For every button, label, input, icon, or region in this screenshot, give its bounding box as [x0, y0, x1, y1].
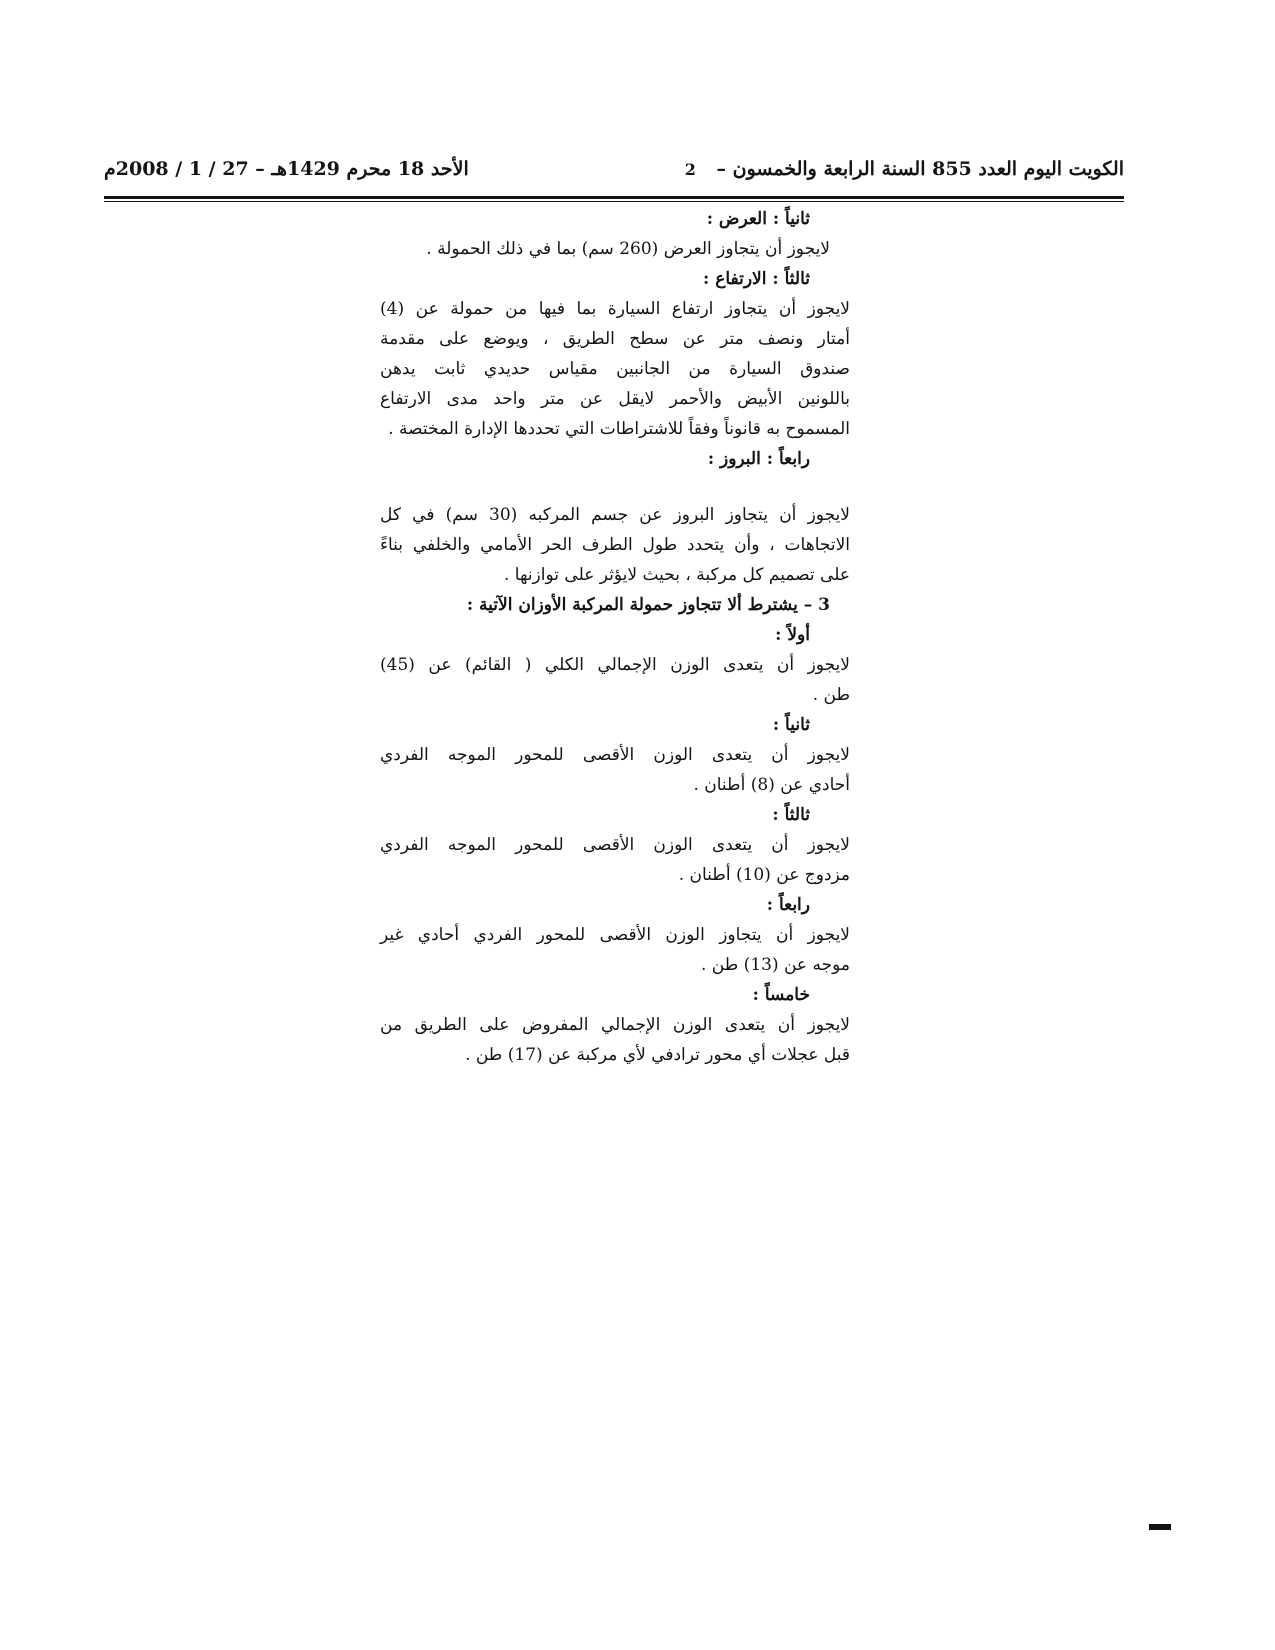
section-heading-height: ثالثاً : الارتفاع :: [703, 269, 810, 289]
text-line: لايجوز أن يتجاوز العرض (260 سم) بما في ذلك الحمولة .: [426, 239, 830, 259]
sub-heading-second: ثانياً :: [772, 715, 810, 735]
text-line: أمتار ونصف متر عن سطح الطريق ، ويوضع على مقدمة: [380, 329, 850, 349]
page-end-dash: [1149, 1524, 1171, 1530]
text-line: على تصميم كل مركبة ، بحيث لايؤثر على توازنها .: [504, 565, 850, 585]
text-line: قبل عجلات أي محور ترادفي لأي مركبة عن (17) طن .: [465, 1045, 850, 1065]
text-line: الاتجاهات ، وأن يتحدد طول الطرف الحر الأمامي والخلفي بناءً: [380, 535, 850, 555]
text-line: لايجوز أن يتجاوز البروز عن جسم المركبه (30 سم) في كل: [380, 505, 850, 525]
article-body: [380, 204, 850, 1070]
header-issue-text: الكويت اليوم العدد 855 السنة الرابعة والخمسون –: [716, 158, 1124, 180]
text-line: لايجوز أن يتعدى الوزن الإجمالي الكلي ( القائم) عن (45): [380, 655, 850, 675]
section-heading-projection: رابعاً : البروز :: [707, 449, 810, 469]
text-line: لايجوز أن يتجاوز ارتفاع السيارة بما فيها من حمولة عن (4): [380, 299, 850, 319]
spacer: [380, 474, 850, 500]
header-rule-thick: [104, 196, 1124, 199]
header-rule-thin: [104, 201, 1124, 202]
header-page-number: 2: [684, 160, 696, 179]
section-heading-width: ثانياً : العرض :: [706, 209, 810, 229]
sub-heading-fifth: خامساً :: [752, 985, 810, 1005]
text-line: المسموح به قانوناً وفقاً للاشتراطات التي تحددها الإدارة المختصة .: [388, 419, 850, 439]
text-line: صندوق السيارة من الجانبين مقياس حديدي ثابت يدهن: [380, 359, 850, 379]
text-line: طن .: [812, 685, 850, 705]
clause-heading-weights: 3 – يشترط ألا تتجاوز حمولة المركبة الأوزان الآتية :: [466, 595, 830, 615]
page-header: [104, 152, 1124, 192]
sub-heading-first: أولاً :: [775, 625, 810, 645]
text-line: باللونين الأبيض والأحمر لايقل عن متر واحد مدى الارتفاع: [380, 389, 850, 409]
text-line: لايجوز أن يتعدى الوزن الأقصى للمحور الموجه الفردي: [380, 835, 850, 855]
text-line: لايجوز أن يتعدى الوزن الأقصى للمحور الموجه الفردي: [380, 745, 850, 765]
text-line: لايجوز أن يتجاوز الوزن الأقصى للمحور الفردي أحادي غير: [380, 925, 850, 945]
sub-heading-fourth: رابعاً :: [766, 895, 810, 915]
text-line: مزدوج عن (10) أطنان .: [678, 865, 850, 885]
text-line: موجه عن (13) طن .: [700, 955, 850, 975]
text-line: أحادي عن (8) أطنان .: [693, 775, 850, 795]
sub-heading-third: ثالثاً :: [772, 805, 810, 825]
header-publication-info: [685, 158, 1124, 180]
header-date: الأحد 18 محرم 1429هـ – 27 / 1 / 2008م: [104, 158, 469, 180]
text-line: لايجوز أن يتعدى الوزن الإجمالي المفروض على الطريق من: [380, 1015, 850, 1035]
